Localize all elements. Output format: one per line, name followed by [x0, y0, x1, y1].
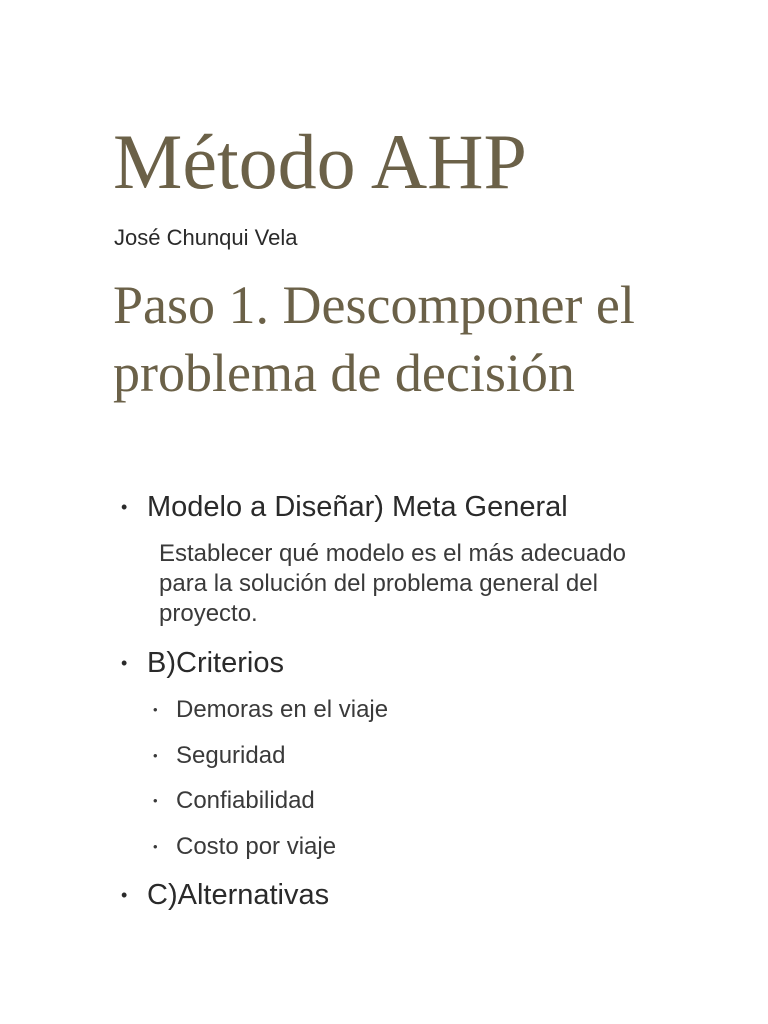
list-item-meta-general: [121, 490, 568, 524]
item-description: Establecer qué modelo es el más adecuado para la solución del problema general del proyecto.: [159, 540, 626, 627]
sublist-item: [153, 695, 388, 725]
list-item-alternativas: [121, 878, 329, 912]
author-name: José Chunqui Vela: [114, 225, 298, 250]
sublist-item-label: Seguridad: [176, 742, 286, 769]
bullet-icon: •: [153, 839, 158, 854]
sublist-item-label: Demoras en el viaje: [176, 696, 389, 723]
document-title: Método AHP: [113, 118, 527, 205]
bullet-icon: •: [153, 702, 158, 717]
list-item-criterios: [121, 646, 284, 680]
bullet-icon: •: [153, 748, 158, 763]
sublist-item: [153, 832, 336, 862]
bullet-icon: •: [121, 497, 128, 517]
bullet-icon: •: [121, 653, 128, 673]
bullet-icon: •: [121, 885, 128, 905]
section-heading: Paso 1. Descomponer el problema de decisión: [113, 275, 635, 403]
sublist-item: [153, 741, 285, 771]
sublist-item-label: Costo por viaje: [176, 833, 337, 860]
bullet-icon: •: [153, 793, 158, 808]
sublist-item: [153, 786, 315, 816]
list-item-label: B)Criterios: [147, 647, 284, 679]
sublist-item-label: Confiabilidad: [176, 787, 315, 814]
list-item-label: Modelo a Diseñar) Meta General: [147, 491, 568, 523]
list-item-label: C)Alternativas: [147, 879, 330, 911]
